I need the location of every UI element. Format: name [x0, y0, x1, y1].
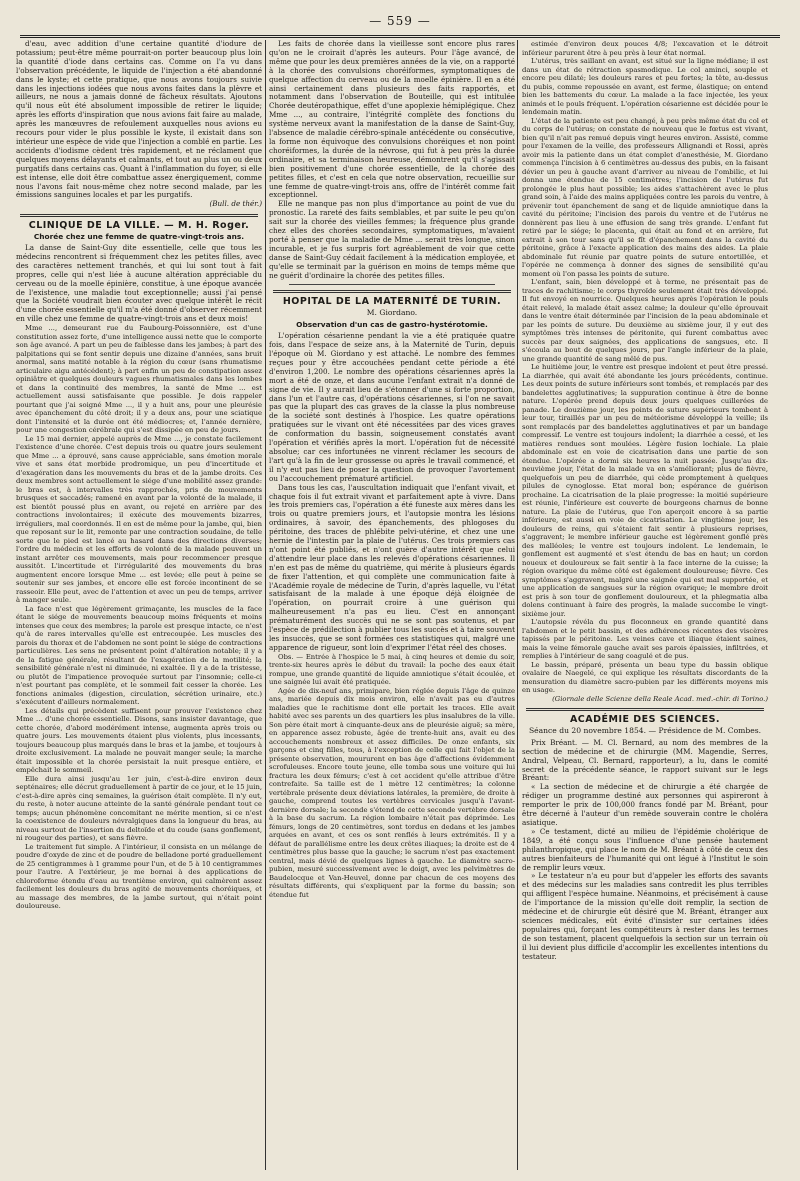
paragraph: Le huitième jour, le ventre est presque indolent et peut être pressé. La diarrhée, qui avait été abondante les jours précédents, continue. Les deux points de suture inférieurs sont tombés, et remplacés par des bandelettes agglutinatives; la suppuration continue à être de bonne nature. L'opérée prend depuis deux jours quelques cuillerées de panade. Le douzième jour, les points de suture supérieurs tombent à leur tour, tiraillés par un peu de météorisme développé la veille; ils sont remplacés par des bandelettes agglutinatives et par un bandage compressif. Le ventre est toujours indolent; la diarrhée a cessé, et les matières rendues sont moulées. Légère fusion lochiale. La plaie abdominale est en voie de cicatrisation dans une partie de son étendue. L'opérée a dormi six heures la nuit passée. Jusqu'au dix-neuvième jour, l'état de la malade va en s'améliorant; plus de fièvre, quelquefois un peu de diarrhée, qui cède promptement à quelques pilules de cynoglosse. Etat moral bon; espérance de guérison prochaine. La cicatrisation de la plaie progresse: la moitié supérieure est réunie, l'inférieure est couverte de bourgeons charnus de bonne nature. La plaie de l'utérus, que l'on aperçoit encore à sa partie inférieure, est aussi en voie de cicatrisation. Le vingtième jour, les douleurs de reins, qui s'étaient fait sentir à plusieurs reprises, s'aggravent; le membre inférieur gauche est légèrement gonflé près des malléoles; le ventre est toujours indolent. Le lendemain, le gonflement est augmenté et s'est étendu de bas en haut; un cordon noueux et douloureux se fait sentir à la face interne de la cuisse; la région ovarique du même côté est également douloureuse; fièvre. Ces symptômes s'aggravent, malgré une saignée qui est mal supportée, et une application de sangsues sur la région ovarique; le membre droit est pris à son tour de gonflement douloureux, et la phlegmatia alba dolens continuant à faire des progrès, la malade succombe le vingt-sixième jour. [522, 363, 768, 618]
column-2 [269, 40, 515, 1170]
paragraph: Prix Bréant. — M. Cl. Bernard, au nom des membres de la section de médecine et de chirurgie (MM. Magendie, Serres, Andral, Velpeau, Cl. Bernard, rapporteur), a lu, dans le comité secret de la précédente séance, le rapport suivant sur le legs Bréant: [522, 737, 768, 783]
column-1 [16, 40, 262, 1170]
section-rule [20, 214, 258, 217]
paragraph: « La section de médecine et de chirurgie a été chargée de rédiger un programme destiné aux personnes qui aspireront à remporter le prix de 100,000 francs fondé par M. Bréant, pour être décerné à l'auteur d'un remède souverain contre le choléra asiatique. [522, 782, 768, 827]
source-citation: (Bull. de thér.) [209, 199, 262, 209]
paragraph: » Ce testament, dicté au milieu de l'épidémie cholérique de 1849, a été conçu sous l'influence d'une pensée hautement philanthropique, qui place le nom de M. Bréant à côté de ceux des autres bienfaiteurs de l'humanité qui ont légué à l'Institut le soin de remplir leurs vœux. [522, 826, 768, 872]
paragraph: Les faits de chorée dans la vieillesse sont encore plus rares qu'on ne le croirait d'après les auteurs. Pour l'âge avancé, de même que pour les deux premières années de la vie, on a rapporté à la chorée des convulsions choréiformes, symptomatiques de quelque affection du cerveau ou de la moelle épinière. Il en a été ainsi certainement dans plusieurs des faits rapportés, et notamment dans l'observation de Bouteille, qui est intitulée Chorée deutéropathique, effet d'une apoplexie hémiplégique. Chez Mme ..., au contraire, l'intégrité complète des fonctions du système nerveux avant la manifestation de la danse de Saint-Guy, l'absence de maladie cérébro-spinale antécédente ou consécutive, la forme non équivoque des convulsions choréiques et non point choréiformes, la durée de la névrose, qui fut à peu près la durée ordinaire, et sa terminaison heureuse, démontrent qu'il s'agissait bien positivement d'une chorée essentielle, de la chorée des petites filles, et c'est en cela que notre observation, recueillie sur une femme de quatre-vingt-trois ans, offre de l'intérêt comme fait exceptionnel. [269, 40, 515, 200]
header-rule [20, 35, 780, 38]
paragraph: L'état de la patiente est peu changé, à peu près même état du col et du corps de l'utérus; on constate de nouveau que le fœtus est vivant, bien qu'il n'ait pas remué depuis vingt heures environ. Assisté, comme pour l'examen de la veille, des professeurs Allignandi et Rossi, après avoir mis la patiente dans un état complet d'anesthésie, M. Giordano commença l'incision à 6 centimètres au-dessus des pubis, en la faisant dévier un peu à gauche avant d'arriver au niveau de l'ombilic, et lui donna une étendue de 15 centimètres; l'incision de l'utérus fut prolongée le plus haut possible; les aides s'attachèrent avec le plus grand soin, à l'aide des mains appliquées contre les parois du ventre, à prévenir tout épanchement de sang et de liquide amniotique dans la cavité du péritoine; l'incision des parois du ventre et de l'utérus ne donnèrent pas lieu à une effusion de sang très grande. L'enfant fut retiré par le siége; le placenta, qui était au fond et en arrière, fut extrait à son tour sans qu'il se fît d'épanchement dans la cavité du péritoine, grâce à l'exacte application des mains des aides. La plaie abdominale fut réunie par quatre points de suture entortillée, et l'opérée ne commença à donner des signes de sensibilité qu'au moment où l'on passa les points de suture. [522, 116, 768, 278]
paragraph: d'eau, avec addition d'une certaine quantité d'iodure de potassium; peut-être même pourrait-on porter beaucoup plus loin la quantité d'iode dans certains cas. Comme on l'a vu dans l'observation précédente, le liquide de l'injection a été abandonné dans le kyste; et cette pratique, que nous avons toujours suivie dans les injections iodées que nous avons faites dans la plèvre et ailleurs, ne nous a jamais donné de fâcheux résultats. Ajoutons qu'il nous eût été absolument impossible de retirer le liquide; après les efforts d'inspiration que nous avions fait faire au malade, après les manœuvres de refoulement auxquelles nous avions eu recours pour vider le plus possible le kyste, il existait dans son intérieur une espèce de vide que l'injection a comblé en partie. Les accidents d'iodisme cèdent très rapidement, et ne réclament que quelques moyens délayants et calmants, et tout au plus un ou deux purgatifs dans certains cas. Quant à l'inflammation du foyer, si elle est intense, elle doit être combattue assez énergiquement, comme nous l'avons fait nous-même chez notre second malade, par les émissions sanguines locales et par les purgatifs. [16, 40, 262, 200]
paragraph: Les détails qui précèdent suffisent pour prouver l'existence chez Mme ... d'une chorée essentielle. Disons, sans insister davantage, que cette chorée, d'abord modérément intense, augmenta après trois ou quatre jours. Les mouvements étaient plus violents, plus incessants, toujours beaucoup plus marqués dans le bras et la jambe, et toujours à droite exclusivement. La malade ne pouvait manger seule; la marche était impossible et la chorée persistait la nuit presque entière, et empêchait le sommeil. [16, 706, 262, 775]
section-title-clinique: CLINIQUE DE LA VILLE. — M. H. Roger. [28, 220, 250, 232]
source-citation: (Giornale delle Scienze della Reale Acad. med.-chir. di Torino.) [552, 694, 768, 703]
paragraph: Le 15 mai dernier, appelé auprès de Mme ..., je constate facilement l'existence d'une chorée. C'est depuis trois ou quatre jours seulement que Mme ... a éprouvé, sans cause appréciable, sans émotion morale vive et sans état morbide prodromique, un peu d'incertitude et d'exagération dans les mouvements du bras et de la jambe droits. Ces deux membres sont actuellement le siége d'une mobilité assez grande: le bras est, à intervalles très rapprochés, pris de mouvements brusques et saccadés; ramené en avant par la volonté de la malade, il est bientôt poussé plus en avant, ou rejeté en arrière par des contractions involontaires; il exécute des mouvements bizarres, irréguliers, mal coordonnés. Il en est de même pour la jambe, qui, bien que reposant sur le lit, remonte par une contraction soudaine, de telle sorte que le pied est lancé au hasard dans des directions diverses; l'ordre du médecin et les efforts de volonté de la malade peuvent un instant arrêter ces mouvements, mais pour recommencer presque aussitôt. L'incertitude et l'irrégularité des mouvements du bras augmentent encore lorsque Mme ... est levée; elle peut à peine se soutenir sur ses jambes, et encore elle est forcée incontinent de se rasseoir. Elle peut, avec de l'attention et avec un peu de temps, arriver à manger seule. [16, 434, 262, 605]
paragraph: Agée de dix-neuf ans, primipare, bien réglée depuis l'âge de quinze ans, mariée depuis dix mois environ, elle n'avait pas eu d'autres maladies que le rachitisme dont elle portait les traces. Elle avait habité avec ses parents un des quartiers les plus insalubres de la ville. Son père était mort à cinquante-deux ans de pleurésie aiguë; sa mère, en apparence assez robuste, âgée de trente-huit ans, avait eu des accouchements nombreux et assez difficiles. De onze enfants, six garçons et cinq filles, tous, à l'exception de celle qui fait l'objet de la présente observation, moururent en bas âge d'affections évidemment scrofuleuses. Encore toute jeune, elle tomba sous une voiture qui lui fractura les deux fémurs; c'est à cet accident qu'elle attribue d'être contrefaite. Sa taille est de 1 mètre 12 centimètres; la colonne vertébrale présente deux déviations latérales, la première, de droite à gauche, comprend toutes les vertèbres cervicales jusqu'à l'avant-dernière dorsale; la seconde s'étend de cette seconde vertèbre dorsale à la base du sacrum. La région lombaire n'était pas déprimée. Les fémurs, longs de 20 centimètres, sont tordus en dedans et les jambes arquées en avant, et ces os sont renflés à leurs extrémités. Il y a défaut de parallélisme entre les deux crêtes iliaques; la droite est de 4 centimètres plus basse que la gauche; le sacrum n'est pas exactement central, mais dévié de quelques lignes à gauche. Le diamètre sacro-pubien, mesuré successivement avec le doigt, avec les pelvimètres de Baudelocque et Van-Heuvel, donne par chacun de ces moyens des résultats différents, qui s'expliquent par la forme du bassin; son étendue fut [269, 686, 515, 899]
paragraph: Dans tous les cas, l'auscultation indiquait que l'enfant vivait, et chaque fois il fut extrait vivant et parfaitement apte à vivre. Dans les trois premiers cas, l'opération a été funeste aux mères dans les trois ou quatre premiers jours, et l'autopsie montra les lésions ordinaires, à savoir, des épanchements, des phlogoses du péritoine, des traces de phlébite pelvi-utérine, et chez une une hernie de l'intestin par la plaie de l'utérus. Ces trois premiers cas n'ont point été publiés, et n'ont guère d'autre intérêt que celui d'attendre leur place dans les relevés d'opérations césariennes. Il n'en est pas de même du quatrième, qui mérite à plusieurs égards de fixer l'attention, et qui complète une communication faite à l'Académie royale de médecine de Turin, d'après laquelle, vu l'état satisfaisant de la malade à une époque déjà éloignée de l'opération, on pourrait croire à une guérison qui malheureusement n'a pas eu lieu. C'est en annonçant prématurément des succès qui ne se sont pas soutenus, et par l'espèce de prédilection à publier tous les succès et à taire souvent les insuccès, que se sont formées ces statistiques qui, malgré une apparence de rigueur, sont loin d'exprimer l'état réel des choses. [269, 482, 515, 652]
article-author: M. Giordano. [366, 308, 418, 318]
paragraph: » Le testateur n'a eu pour but d'appeler les efforts des savants et des médecins sur les maladies sans contredit les plus terribles qui affligent l'espèce humaine. Néanmoins, et précisément à cause de l'importance de la mission qu'elle doit remplir, la section de médecine et de chirurgie eût désiré que M. Bréant, étranger aux sciences médicales, eût évité d'insister sur certaines idées populaires qui, forçant les compétiteurs à rester dans les termes de son testament, placent quelquefois la section sur un terrain où il lui devient plus difficile d'accomplir les excellentes intentions du testateur. [522, 871, 768, 961]
section-title-academie: ACADÉMIE DES SCIENCES. [569, 714, 721, 725]
paragraph: La face n'est que légèrement grimaçante, les muscles de la face étant le siége de mouvements beaucoup moins fréquents et moins intenses que ceux des membres; la parole est presque intacte, ce n'est qu'à de rares intervalles qu'elle est entrecoupée. Les muscles des parois du thorax et de l'abdomen ne sont point le siége de contractions particulières. Les sens ne présentent point d'altération notable; il y a de la fatigue générale, résultant de l'exagération de la motilité; la sensibilité générale n'est ni diminuée, ni exaltée. Il y a de la tristesse, ou plutôt de l'impatience provoquée surtout par l'insomnie; celle-ci n'est pourtant pas complète, et le sommeil fait cesser la chorée. Les fonctions animales (digestion, circulation, sécrétion urinaire, etc.) s'exécutent d'ailleurs normalement. [16, 604, 262, 707]
paragraph: L'autopsie révéla du pus floconneux en grande quantité dans l'abdomen et le petit bassin, et des adhérences récentes des viscères tapissés par le péritoine. Les veines cave et iliaque étaient saines, mais la veine fémorale gauche avait ses parois épaissies, infiltrées, et remplies à l'intérieur de sang coagulé et de pus. [522, 618, 768, 660]
section-rule [273, 290, 511, 293]
paragraph: Elle dura ainsi jusqu'au 1er juin, c'est-à-dire environ deux septénaires; elle décrut graduellement à partir de ce jour, et le 15 juin, c'est-à-dire après cinq semaines, la guérison était complète. Il n'y eut, du reste, à noter aucune atteinte de la santé générale pendant tout ce temps; aucun phénomène concomitant ne mérite mention, si ce n'est la coexistence de douleurs névralgiques dans la longueur du bras, au niveau surtout de l'insertion du deltoïde et du coude (sans gonflement, ni rougeur des parties), et sans fièvre. [16, 774, 262, 843]
session-line: Séance du 20 novembre 1854. — Présidence de M. Combes. [528, 725, 762, 735]
article-subtitle: Observation d'un cas de gastro-hystérotomie. [296, 320, 488, 330]
paragraph: Le bassin, préparé, présenta un beau type du bassin oblique ovalaire de Naegelé, ce qui explique les résultats discordants de la mensuration du diamètre sacro-pubien par les différents moyens mis en usage. [522, 660, 768, 694]
article-subtitle: Chorée chez une femme de quatre-vingt-trois ans. [33, 232, 245, 242]
paragraph: Elle ne manque pas non plus d'importance au point de vue du pronostic. La rareté des faits semblables, et par suite le peu qu'on sait sur la chorée des vieilles femmes; la fréquence plus grande chez elles des chorées secondaires, symptomatiques, m'avaient porté à penser que la maladie de Mme ... serait très longue, sinon incurable, et je fus surpris fort agréablement de voir que cette danse de Saint-Guy cédait facilement à la médication employée, et qu'elle se terminait par la guérison en moins de temps même que ne guérit d'ordinaire la chorée des petites filles. [269, 199, 515, 280]
paragraph: L'opération césarienne pendant la vie a été pratiquée quatre fois, dans l'espace de seize ans, à la Maternité de Turin, depuis l'époque où M. Giordano y est attaché. Le nombre des femmes reçues pour y être accouchées pendant cette période a été d'environ 1,200. Le nombre des opérations césariennes après la mort a été de onze, et dans aucune l'enfant extrait n'a donné de signe de vie. Il y aurait lieu de s'étonner d'une si forte proportion, dans l'un et l'autre cas, d'opérations césariennes, si l'on ne savait pas que la plupart des cas graves de la classe la plus nombreuse de la société sont destinés à l'hospice. Les quatre opérations pratiquées sur le vivant ont été nécessitées par des vices graves de conformation du bassin, soigneusement constatés avant l'opération et vérifiés après la mort. L'opération fut de nécessité absolue; car ces infortunées ne vinrent réclamer les secours de l'art qu'à la fin de leur grossesse ou après le travail commencé, et il n'y eut pas lieu de poser la question de provoquer l'avortement ou l'accouchement prématuré artificiel. [269, 331, 515, 483]
section-rule [289, 284, 495, 285]
paragraph: Mme ..., demeurant rue du Faubourg-Poissonnière, est d'une constitution assez forte, d'une intelligence aussi nette que le comporte son âge avancé. A part un peu de faiblesse dans les jambes; à part des palpitations qui se font sentir depuis une dizaine d'années, sans bruit anormal, sans matité notable à la région du cœur (sans rhumatisme articulaire aigu antécédent); à part enfin un peu de constipation assez opiniâtre et quelques douleurs vagues rhumatismales dans les lombes et dans la continuité des membres, la santé de Mme ... est actuellement aussi satisfaisante que possible. Je dois rappeler pourtant que j'ai soigné Mme ..., il y a huit ans, pour une pleurésie avec épanchement du côté droit; il y a deux ans, pour une sciatique dont l'intensité et la durée ont été médiocres; et, l'année dernière, pour une congestion cérébrale qui s'est dissipée en peu de jours. [16, 324, 262, 435]
paragraph: Le traitement fut simple. A l'intérieur, il consista en un mélange de poudre d'oxyde de zinc et de poudre de belladone porté graduellement de 25 centigrammes à 1 gramme pour l'un, et de 5 à 10 centigrammes pour l'autre. A l'extérieur, je me bornai à des applications de chloroforme étendu d'eau au trentième environ, qui calmèrent assez facilement les douleurs du bras agité de mouvements choréiques, et au massage des membres, de la jambe surtout, qui n'était point douloureuse. [16, 842, 262, 911]
page-number: — 559 — [369, 14, 431, 28]
column-3 [522, 40, 768, 1170]
paragraph: L'utérus, très saillant en avant, est situé sur la ligne médiane; il est dans un état de rétraction spasmodique. Le col aminci, souple et encore peu dilaté; les douleurs rares et peu fortes; la tête, au-dessus du pubis, comme repoussée en avant, est ferme, élastique; on entend bien les battements du cœur. La malade a la face injectée, les yeux animés et le pouls fréquent. L'opération césarienne est décidée pour le lendemain matin. [522, 57, 768, 116]
paragraph: estimée d'environ deux pouces 4/8; l'excavation et le détroit inférieur parurent être à peu près à leur état normal. [522, 40, 768, 57]
paragraph: L'enfant, sain, bien développé et à terme, ne présentait pas de traces de rachitisme; le corps thyroïde seulement était très développé. Il fut envoyé en nourrice. Quelques heures après l'opération le pouls était relevé, la malade était assez calme; la douleur qu'elle éprouvait dans le ventre était déterminée par l'incision de la peau abdominale et par les points de suture. Du deuxième au sixième jour, il y eut des symptômes très intenses de péritonite, qui furent combattus avec succès par deux saignées, des applications de sangsues, etc. Il s'écoula au bout de quelques jours, par l'angle inférieur de la plaie, une grande quantité de sang mêlé de pus. [522, 278, 768, 363]
column-divider [517, 40, 518, 1170]
column-divider [265, 40, 266, 1170]
section-rule [526, 708, 764, 711]
paragraph: Obs. — Entrée à l'hospice le 5 mai, à cinq heures et demie du soir, trente-six heures après le début du travail: la poche des eaux était rompue, une grande quantité de liquide amniotique s'était écoulée, et une saignée lui avait été pratiquée. [269, 652, 515, 687]
paragraph: La danse de Saint-Guy dite essentielle, celle que tous les médecins rencontrent si fréquemment chez les petites filles, avec des caractères nettement tranchés, et qui lui sont tout à fait propres, celle qui n'est liée à aucune altération appréciable du cerveau ou de la moelle épinière, constitue, à une époque avancée de l'existence, une maladie tout exceptionnelle; aussi j'ai pensé que la Société voudrait bien écouter avec quelque intérêt le récit d'une chorée essentielle qu'il m'a été donné d'observer récemment en ville chez une femme de quatre-vingt-trois ans et deux mois! [16, 243, 262, 324]
section-title-hopital: HOPITAL DE LA MATERNITÉ DE TURIN. [282, 296, 502, 308]
